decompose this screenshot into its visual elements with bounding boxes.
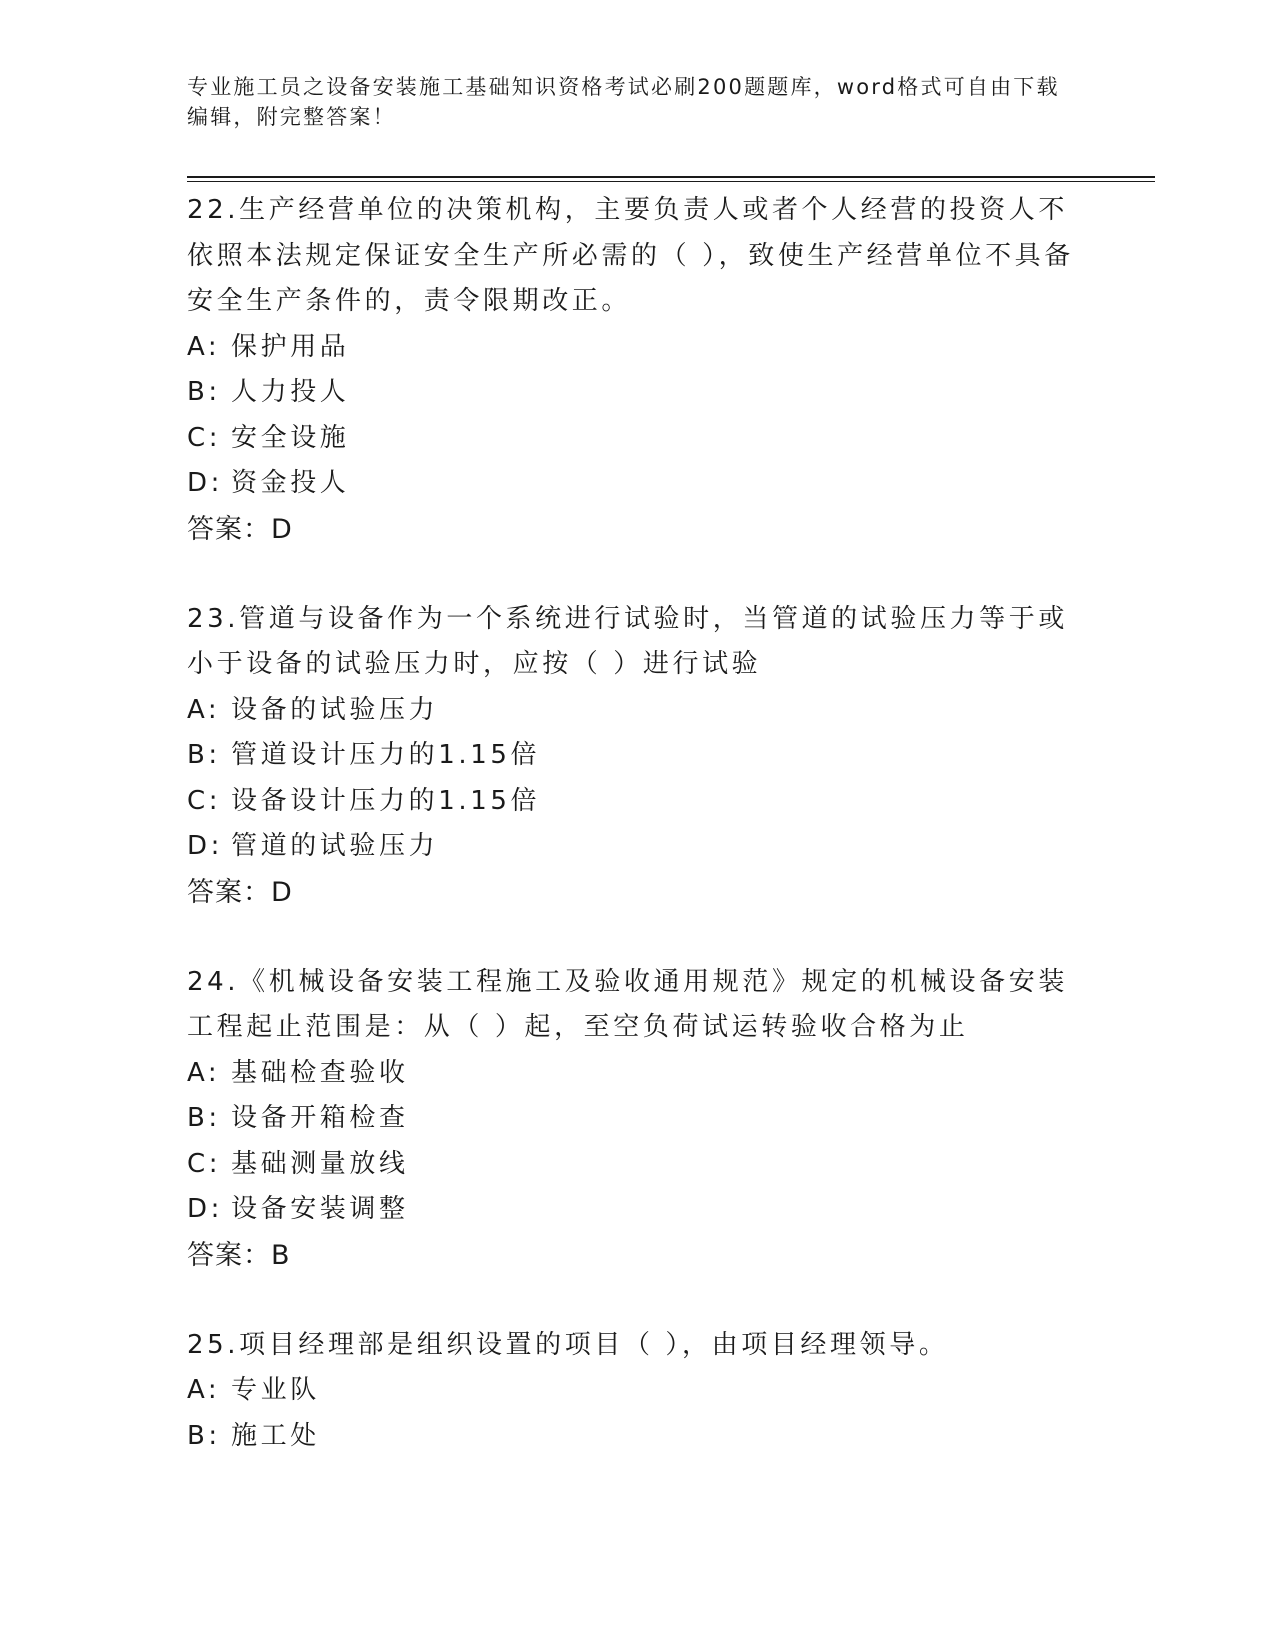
answer-label: 答案：	[187, 513, 271, 545]
option-a	[187, 688, 1087, 734]
option-text: 人力投人	[231, 377, 350, 407]
option-text: 基础测量放线	[231, 1148, 409, 1179]
option-text: 设备安装调整	[231, 1194, 409, 1224]
header-divider-thick	[187, 176, 1155, 178]
answer-line	[187, 1233, 1087, 1279]
option-letter: B:	[187, 377, 221, 407]
option-b	[187, 1414, 1087, 1460]
option-a	[187, 1051, 1087, 1097]
answer-line	[187, 507, 1087, 553]
answer-line	[187, 870, 1087, 916]
option-letter: C:	[187, 785, 222, 816]
answer-value: D	[271, 876, 293, 908]
option-text: 专业队	[231, 1375, 320, 1405]
question-22	[187, 188, 1087, 553]
option-text: 管道设计压力的1.15倍	[231, 740, 541, 770]
question-24	[187, 960, 1087, 1279]
option-d	[187, 1187, 1087, 1233]
option-b	[187, 1096, 1087, 1142]
option-d	[187, 461, 1087, 507]
answer-value: B	[271, 1239, 291, 1271]
option-text: 设备开箱检查	[231, 1103, 409, 1133]
option-b	[187, 733, 1087, 779]
option-text: 基础检查验收	[231, 1057, 409, 1088]
answer-value: D	[271, 513, 293, 545]
option-a	[187, 325, 1087, 371]
option-b	[187, 370, 1087, 416]
option-letter: B:	[187, 1103, 221, 1133]
option-text: 施工处	[231, 1420, 320, 1451]
option-c	[187, 779, 1087, 825]
option-text: 保护用品	[231, 331, 350, 362]
option-d	[187, 824, 1087, 870]
question-25	[187, 1323, 1087, 1460]
option-letter: B:	[187, 740, 221, 770]
option-letter: B:	[187, 1420, 221, 1451]
option-a	[187, 1368, 1087, 1414]
option-letter: A:	[187, 694, 221, 725]
document-header: 专业施工员之设备安装施工基础知识资格考试必刷200题题库，word格式可自由下载编辑，附完整答案！	[187, 75, 1060, 129]
question-text: 25.项目经理部是组织设置的项目（ ），由项目经理领导。	[187, 1329, 949, 1360]
question-23	[187, 597, 1087, 916]
option-letter: A:	[187, 1057, 221, 1088]
option-text: 管道的试验压力	[231, 831, 439, 861]
option-letter: D:	[187, 831, 223, 861]
question-list	[187, 188, 1087, 1503]
option-text: 资金投人	[231, 468, 350, 498]
option-text: 设备的试验压力	[231, 694, 439, 725]
option-c	[187, 416, 1087, 462]
option-letter: C:	[187, 1148, 222, 1179]
option-letter: C:	[187, 422, 222, 453]
option-letter: A:	[187, 331, 221, 362]
answer-label: 答案：	[187, 1239, 271, 1271]
question-text: 22.生产经营单位的决策机构，主要负责人或者个人经营的投资人不依照本法规定保证安全生产所必需的（ ），致使生产经营单位不具备安全生产条件的，责令限期改正。	[187, 195, 1074, 316]
question-text: 23.管道与设备作为一个系统进行试验时，当管道的试验压力等于或小于设备的试验压力时，应按（ ）进行试验	[187, 603, 1068, 679]
answer-label: 答案：	[187, 876, 271, 908]
option-letter: D:	[187, 468, 223, 498]
header-divider-thin	[187, 181, 1155, 182]
question-text: 24.《机械设备安装工程施工及验收通用规范》规定的机械设备安装工程起止范围是：从（ ）起，至空负荷试运转验收合格为止	[187, 966, 1068, 1042]
option-text: 设备设计压力的1.15倍	[231, 785, 541, 816]
option-c	[187, 1142, 1087, 1188]
option-letter: A:	[187, 1375, 221, 1405]
option-letter: D:	[187, 1194, 223, 1224]
option-text: 安全设施	[231, 422, 350, 453]
